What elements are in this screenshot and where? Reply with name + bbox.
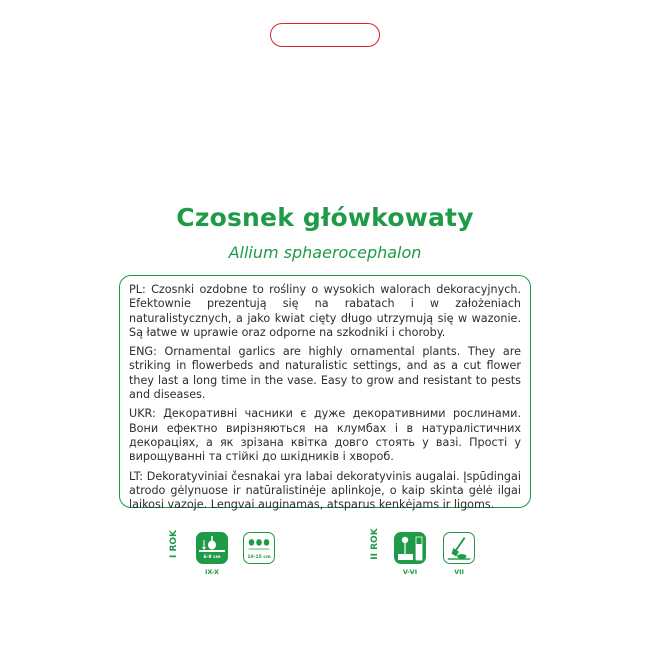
latin-name: Allium sphaerocephalon [228,243,422,262]
planting-month: IX-X [204,568,220,576]
hang-hole [270,23,380,47]
description-pl: PL: Czosnki ozdobne to rośliny o wysokich walorach dekoracyjnych. Efektownie prezentują się na rabatach i w założeniach naturalistycznych, a jako kwiat cięty długo utrzymują się w wazonie. Są łatwe w uprawie oraz odporne na szkodniki i choroby. [129,283,521,339]
harvest-month: VII [454,568,464,576]
planting-spacing-value: 10-15 cm [247,555,271,560]
flowering-icon [394,532,426,564]
flowering-month: V-VI [402,568,418,576]
planting-depth-icon [196,532,228,564]
year-two-label: II ROK [370,528,380,560]
harvest-shovel-icon [443,532,475,564]
planting-spacing-icon [243,532,275,564]
description-ukr: UKR: Декоративні часники є дуже декоративними рослинами. Вони ефектно вирізняються на клумбах і в натуралістичних декораціях, а як зрізана квітка довго стоять у вазі. Прості у вирощуванні та стійкі до шкідників і хвороб. [129,407,521,464]
planting-depth-value: 6-8 cm [203,555,221,560]
product-title: Czosnek główkowaty [176,203,474,232]
description-lt: LT: Dekoratyviniai česnakai yra labai dekoratyvinis augalai. Įspūdingai atrodo gėlynuose ir natūralistinėje aplinkoje, o kaip skinta gėlė ilgai laikosi vazoje. Lengvai auginamas, atsparus kenkėjams ir ligoms. [129,469,521,512]
description-eng: ENG: Ornamental garlics are highly ornamental plants. They are striking in flowerbeds and naturalistic settings, and as a cut flower they last a long time in the vase. Easy to grow and resistant to pests and diseases. [129,345,521,402]
description-box [119,275,531,512]
year-one-label: I ROK [169,529,179,559]
